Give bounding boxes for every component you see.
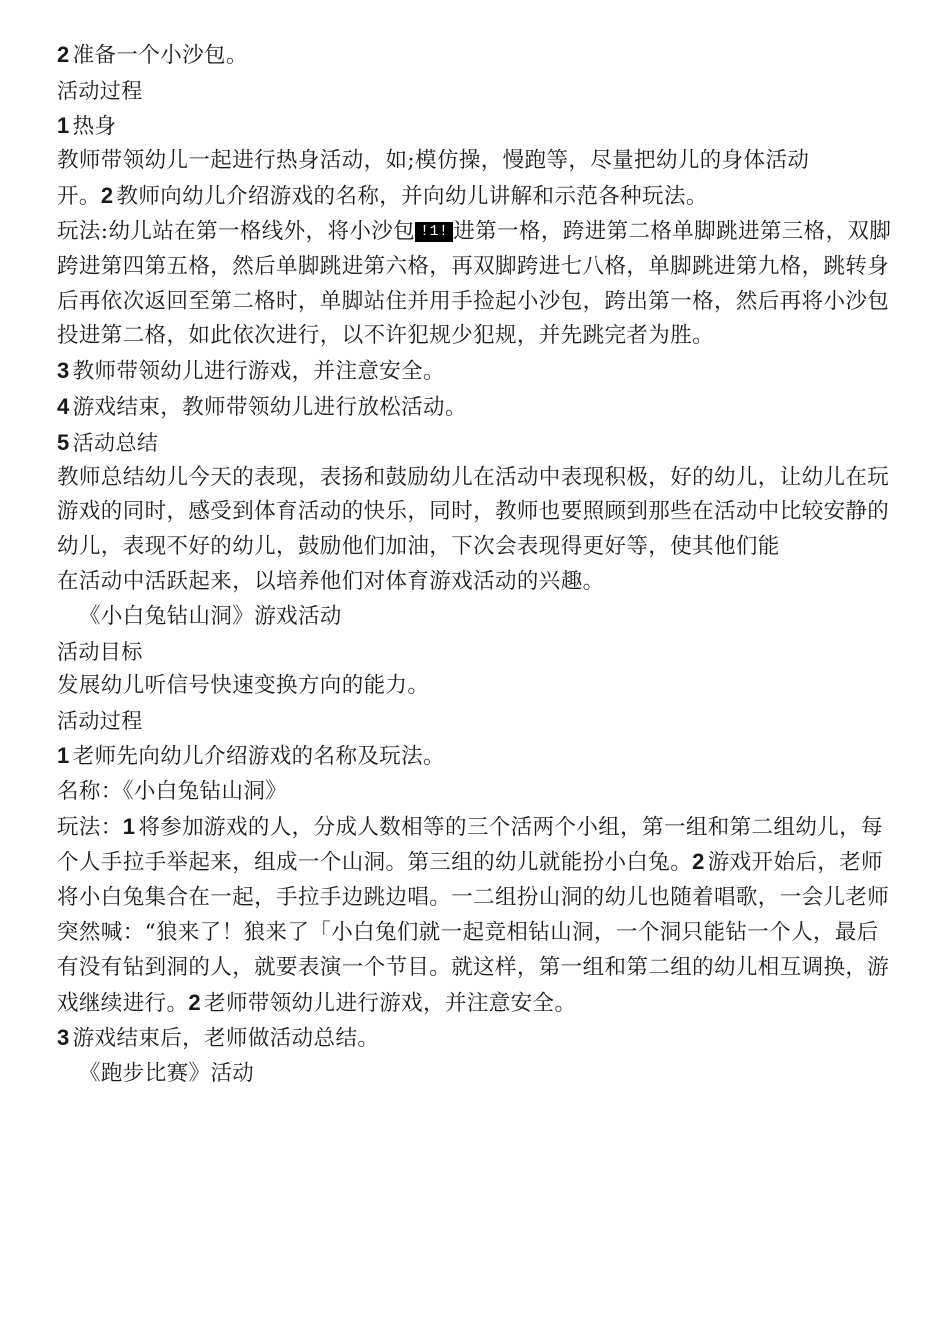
section-heading-activity-process-2: 活动过程: [57, 709, 143, 734]
step-number: 3: [57, 358, 70, 384]
step-number: 1: [122, 813, 136, 839]
paragraph-text: 游戏结束后，老师做活动总结。: [72, 1026, 380, 1052]
paragraph-text: 游戏开始后，老师将小白兔集合在一起，手拉手边跳边唱。一二组扮山洞的幼儿也随着唱歌，一会儿老师突然喊：“狼来了！狼来了「小白兔们就一起竞相钻山洞，一个洞只能钻一个人，最后有没有钻到洞的人，就要表演一个节目。就这样，第一组和第二组的幼儿相互调换，游戏继续进行。: [57, 850, 890, 1016]
paragraph-text: 准备一个小沙包。: [72, 43, 248, 68]
redaction-mark: !1!: [415, 222, 453, 242]
step-number: 2: [692, 849, 705, 875]
section-heading-activity-goal: 活动目标: [57, 639, 143, 664]
paragraph-summary-body: 教师总结幼儿今天的表现，表扬和鼓励幼儿在活动中表现积极，好的幼儿，让幼儿在玩游戏的同时，感受到体育活动的快乐，同时，教师也要照顾到那些在活动中比较安静的幼儿，表现不好的幼儿，鼓励他们加油，下次会表现得更好等，使其他们能: [57, 464, 890, 560]
step-number: 2: [57, 42, 70, 67]
paragraph-text: 玩法：: [57, 814, 123, 840]
step-number: 1: [57, 742, 70, 768]
document-page: [57, 38, 895, 1092]
section-heading-activity-process: 活动过程: [57, 78, 143, 103]
paragraph-summary-title: [57, 426, 895, 461]
paragraph-text: 教师带领幼儿进行游戏，并注意安全。: [72, 359, 445, 385]
paragraph-rabbit-rules: [57, 810, 895, 1022]
step-number: 3: [57, 1025, 70, 1051]
step-number: 5: [57, 429, 70, 455]
step-number: 2: [100, 183, 114, 209]
paragraph-prepare-sandbag: [57, 38, 895, 74]
paragraph-text: 活动总结: [72, 430, 159, 455]
paragraph-warmup-body: 教师带领幼儿一起进行热身活动，如;模仿操，慢跑等，尽量把幼儿的身体活动: [57, 148, 810, 174]
paragraph-play-safely: [57, 354, 895, 390]
paragraph-hopscotch-rules: [57, 215, 895, 354]
paragraph-goal-body: 发展幼儿听信号快速变换方向的能力。: [57, 673, 430, 699]
paragraph-relax: [57, 390, 895, 426]
paragraph-text: 热身: [72, 113, 117, 139]
paragraph-text: 游戏结束，教师带领幼儿进行放松活动。: [72, 394, 467, 420]
paragraph-text: 老师先向幼儿介绍游戏的名称及玩法。: [72, 743, 445, 769]
paragraph-game-end: [57, 1021, 895, 1057]
step-number: 4: [57, 393, 70, 419]
paragraph-text: 将参加游戏的人，分成人数相等的三个活两个小组，第一组和第二组幼儿，每个人手拉手举起来，组成一个山洞。第三组的幼儿就能扮小白兔。: [57, 814, 883, 876]
step-number: 1: [57, 112, 70, 138]
activity-title-running-race: 《跑步比赛》活动: [79, 1061, 255, 1087]
paragraph-text: 开。: [57, 184, 101, 210]
paragraph-summary-end: 在活动中活跃起来，以培养他们对体育游戏活动的兴趣。: [57, 568, 605, 594]
activity-title-rabbit-cave: 《小白兔钻山洞》游戏活动: [79, 603, 342, 629]
paragraph-text: 玩法:幼儿站在第一格线外，将小沙包: [57, 218, 416, 244]
step-number: 2: [188, 989, 202, 1015]
paragraph-game-name: 名称：《小白兔钻山洞》: [57, 778, 288, 804]
paragraph-introduce-game: [57, 179, 895, 215]
paragraph-warmup-title: [57, 109, 895, 145]
paragraph-text: 进第一格，跨进第二格单脚跳进第三格，双脚跨进第四第五格，然后单脚跳进第六格，再双脚跨进七八格，单脚跳进第九格，跳转身后再依次返回至第二格时，单脚站住并用手捡起小沙包，跨出第一格，然后再将小沙包投进第二格，如此依次进行，以不许犯规少犯规，并先跳完者为胜。: [57, 218, 892, 349]
paragraph-text: 教师向幼儿介绍游戏的名称，并向幼儿讲解和示范各种玩法。: [116, 184, 708, 210]
paragraph-teacher-introduce: [57, 739, 895, 775]
paragraph-text: 老师带领幼儿进行游戏，并注意安全。: [204, 990, 577, 1016]
